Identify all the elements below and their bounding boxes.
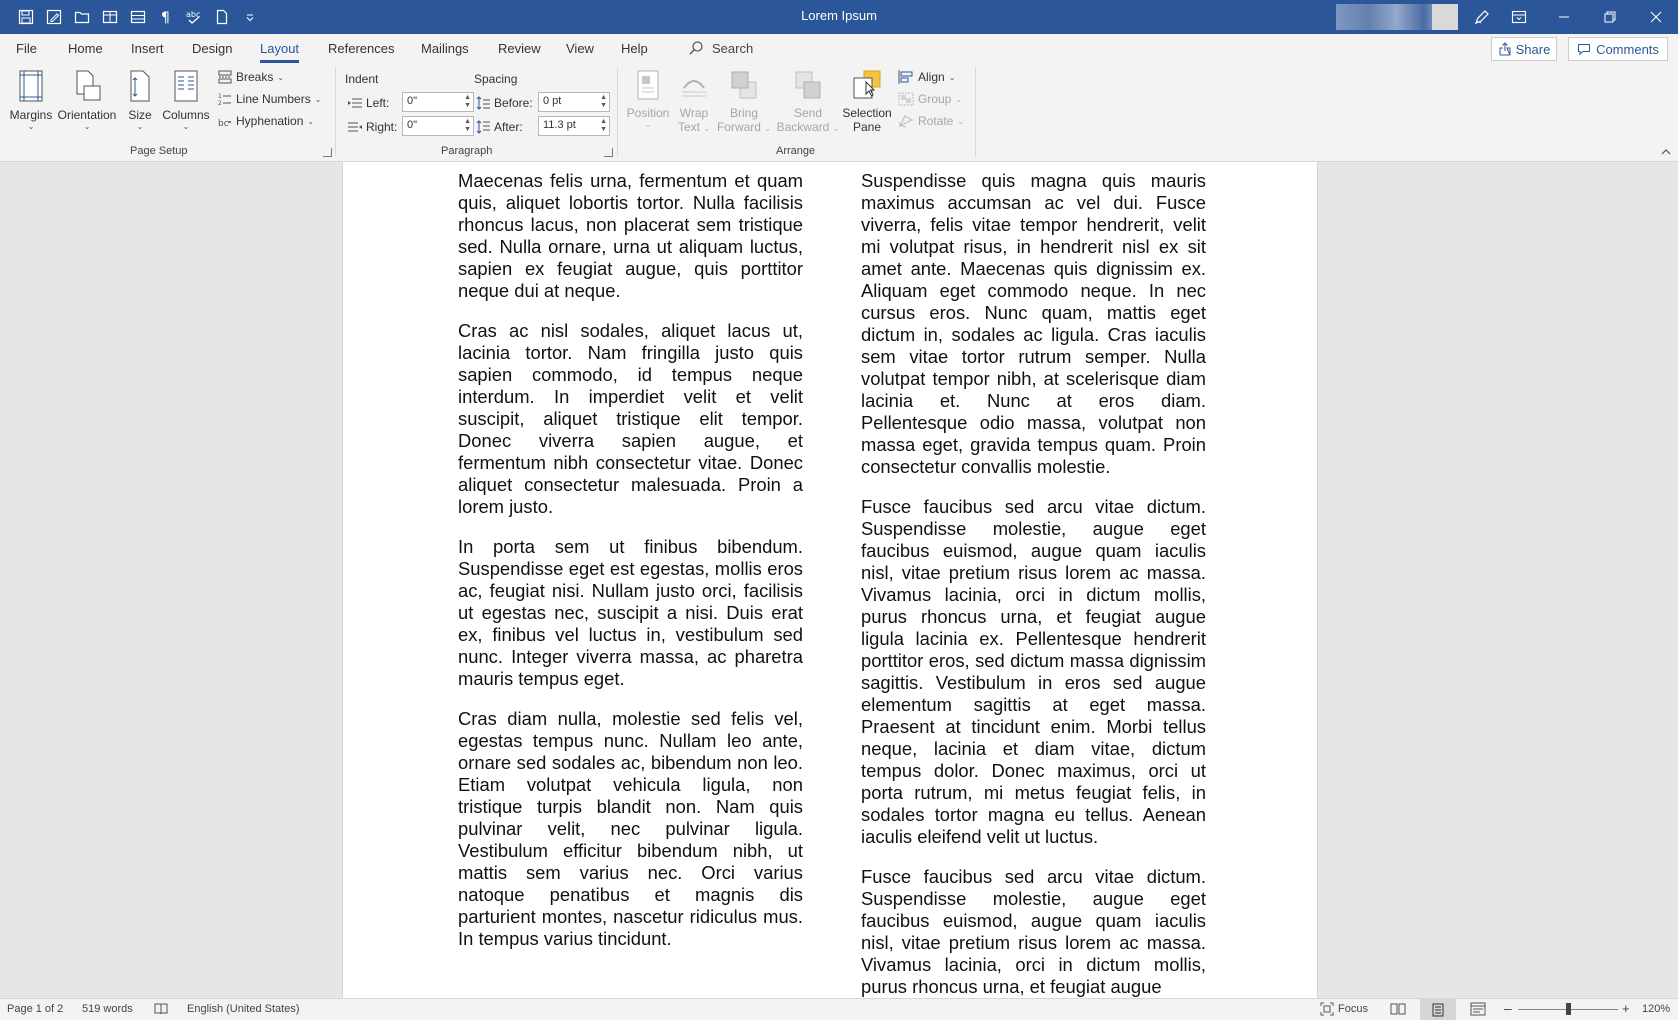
- tab-mailings[interactable]: Mailings: [421, 41, 469, 56]
- paragraph[interactable]: Cras ac nisl sodales, aliquet lacus ut, lacinia tortor. Nam fringilla justo quis sapien commodo, id tempus neque interdum. In imperdiet velit et velit suscipit, aliquet tristique elit tempor. Donec viverra sapien augue, et fermentum nibh consectetur vitae. Donec aliquet consectetur malesuada. Proin a lorem justo.: [458, 320, 803, 517]
- line-numbers-label: Line Numbers: [236, 92, 311, 106]
- group-icon: [898, 92, 914, 106]
- paragraph[interactable]: Fusce faucibus sed arcu vitae dictum. Suspendisse molestie, augue eget faucibus euismod, augue quam iaculis nisl, vitae pretium risus lorem ac massa. Vivamus lacinia, orci in dictum mollis, purus rhoncus urna, et feugiat augue ligula lacinia ex. Pellentesque hendrerit porttitor eros, sed dictum massa dignissim sagittis. Vestibulum in eros sed augue elementum sagittis at eget massa. Praesent at tincidunt enim. Morbi tellus neque, lacinia et diam vitae, dictum tempus dolor. Donec maximus, orci ut porta rutrum, mi metus feugiat felis, in sodales tortor magna eu tellus. Aenean iaculis eleifend velit ut luctus.: [861, 496, 1206, 847]
- word-count[interactable]: 519 words: [82, 1003, 133, 1015]
- document-workspace: [0, 162, 1678, 998]
- wrap-text-icon: [680, 70, 708, 100]
- spacing-before-value: 0 pt: [543, 95, 562, 107]
- send-backward-label-2: Backward: [776, 120, 830, 134]
- wrap-text-button[interactable]: Wrap Text ⌄: [676, 70, 712, 134]
- columns-icon: [173, 70, 199, 102]
- spacing-after-label-group: [476, 120, 523, 134]
- paragraph[interactable]: Fusce faucibus sed arcu vitae dictum. Suspendisse molestie, augue eget faucibus euismod, augue quam iaculis nisl, vitae pretium risus lorem ac massa. Vivamus lacinia, orci in dictum mollis, purus rhoncus urna, et feugiat augue: [861, 866, 1206, 997]
- tab-view[interactable]: View: [566, 41, 594, 56]
- page-setup-launcher-icon[interactable]: [323, 148, 332, 157]
- selection-pane-button[interactable]: [840, 70, 894, 134]
- account-name[interactable]: [1336, 4, 1446, 30]
- group-divider: [617, 68, 618, 156]
- line-numbers-icon: [218, 92, 232, 106]
- spinner-arrows-icon[interactable]: ▲ ▼: [600, 118, 607, 133]
- ribbon: [0, 64, 1678, 162]
- ribbon-tabs: [0, 34, 1678, 64]
- send-backward-label-1: Send: [793, 106, 823, 120]
- comments-button[interactable]: [1568, 37, 1668, 61]
- paragraph[interactable]: Suspendisse quis magna quis mauris maximus accumsan ac vel dui. Fusce viverra, felis vitae tempor hendrerit, velit mi volutpat risus, in hendrerit nisl ex sit amet ante. Maecenas quis dignissim ex. Aliquam eget commodo neque. In nec cursus eros. Nunc quam, mattis eget dictum in, sodales ac ligula. Cras iaculis sem vitae tortor rutrum semper. Nulla volutpat tempor nibh, at scelerisque diam lacinia et. Nunc at eros diam. Pellentesque odio massa, volutpat non massa eget, gravida tempus quam. Proin consectetur convallis molestie.: [861, 170, 1206, 477]
- indent-left-icon: [348, 97, 362, 109]
- share-icon: [1498, 42, 1512, 56]
- read-mode-icon[interactable]: [1390, 1002, 1406, 1019]
- indent-right-label: Right:: [366, 120, 398, 134]
- wrap-text-label-2: Text: [677, 120, 700, 134]
- columns-label: Columns: [162, 108, 210, 122]
- size-label: Size: [128, 108, 152, 122]
- tab-design[interactable]: Design: [192, 41, 233, 56]
- breaks-button[interactable]: Breaks ⌄: [218, 70, 284, 84]
- tab-help[interactable]: Help: [621, 41, 648, 56]
- focus-button[interactable]: [1320, 1002, 1368, 1016]
- minimize-icon[interactable]: [1544, 0, 1584, 34]
- tab-home[interactable]: Home: [68, 41, 103, 56]
- align-label: Align: [918, 70, 945, 84]
- margins-label: Margins: [9, 108, 53, 122]
- align-button[interactable]: Align ⌄: [898, 70, 955, 84]
- tab-insert[interactable]: Insert: [131, 41, 164, 56]
- margins-icon: [18, 70, 44, 102]
- indent-right-label-group: [348, 120, 397, 134]
- line-numbers-button[interactable]: 1 2 Line Numbers ⌄: [218, 92, 322, 106]
- hyphenation-icon: [218, 114, 232, 128]
- spacing-after-label: After:: [494, 120, 523, 134]
- group-divider: [335, 68, 336, 156]
- status-bar: [0, 998, 1678, 1020]
- rotate-button[interactable]: Rotate ⌄: [898, 114, 964, 128]
- indent-left-field[interactable]: [402, 92, 474, 112]
- spacing-before-label-group: [476, 96, 533, 110]
- paragraph-group-label: Paragraph: [441, 145, 493, 157]
- indent-left-label-group: [348, 96, 389, 110]
- indent-left-value: 0": [407, 95, 418, 107]
- spacing-heading: Spacing: [474, 72, 518, 86]
- search-label: Search: [712, 40, 754, 56]
- bring-forward-button[interactable]: Bring Forward ⌄: [714, 70, 774, 134]
- spacing-after-value: 11.3 pt: [543, 119, 576, 131]
- paragraph-launcher-icon[interactable]: [604, 148, 613, 157]
- svg-text:1: 1: [218, 93, 222, 100]
- search-box[interactable]: [688, 40, 753, 56]
- tab-file[interactable]: File: [16, 41, 37, 56]
- page-count[interactable]: Page 1 of 2: [7, 1003, 64, 1015]
- close-icon[interactable]: [1636, 0, 1676, 34]
- spinner-arrows-icon[interactable]: ▲ ▼: [464, 118, 471, 133]
- indent-right-field[interactable]: [402, 116, 474, 136]
- pen-icon[interactable]: [1462, 0, 1502, 34]
- spacing-before-field[interactable]: [538, 92, 610, 112]
- zoom-slider-thumb[interactable]: [1566, 1003, 1571, 1015]
- selection-pane-label-1: Selection: [842, 106, 892, 120]
- columns-button[interactable]: Columns ⌄: [160, 70, 212, 131]
- breaks-label: Breaks: [236, 70, 274, 84]
- position-icon: [636, 70, 660, 100]
- rotate-label: Rotate: [918, 114, 954, 128]
- svg-text:bc: bc: [218, 119, 229, 128]
- paragraph[interactable]: Maecenas felis urna, fermentum et quam quis, aliquet lobortis tortor. Nulla facilisis rhoncus lacus, non placerat sem tristique sed. Nulla ornare, urna ut aliquam luctus, sapien ex feugiat augue, quis porttitor neque dui at neque.: [458, 170, 803, 301]
- size-button[interactable]: Size ⌄: [124, 70, 156, 131]
- paragraph[interactable]: Cras diam nulla, molestie sed felis vel, egestas tempus nunc. Nullam leo ante, ornare sed sodales ac, bibendum non leo. Etiam volutpat vehicula ligula, non tristique turpis blandit non. Nam quis pulvinar velit, nec pulvinar ligula. Vestibulum efficitur bibendum nibh, ut mattis sem varius nec. Orci varius natoque penatibus et magnis dis parturient montes, nascetur ridiculus mus. In tempus varius tincidunt.: [458, 708, 803, 949]
- comment-icon: [1577, 42, 1591, 56]
- spacing-after-field[interactable]: [538, 116, 610, 136]
- position-button[interactable]: Position ⌄: [624, 70, 672, 129]
- focus-label: Focus: [1338, 1003, 1368, 1015]
- language[interactable]: English (United States): [187, 1003, 300, 1015]
- indent-right-value: 0": [407, 119, 418, 131]
- spacing-before-label: Before:: [494, 96, 533, 110]
- collapse-ribbon-icon[interactable]: [1660, 146, 1672, 160]
- spinner-arrows-icon[interactable]: ▲ ▼: [600, 94, 607, 109]
- breaks-icon: [218, 70, 232, 84]
- hyphenation-button[interactable]: bc Hyphenation ⌄: [218, 114, 315, 128]
- bring-forward-label-1: Bring: [729, 106, 758, 120]
- svg-text:¶: ¶: [161, 10, 170, 25]
- share-button[interactable]: [1491, 37, 1557, 61]
- tab-layout[interactable]: Layout: [260, 41, 300, 56]
- search-icon: [688, 40, 704, 56]
- page-setup-group-label: Page Setup: [130, 145, 188, 157]
- align-icon: [898, 70, 914, 84]
- margins-button[interactable]: Margins ⌄: [8, 70, 54, 131]
- indent-heading: Indent: [345, 72, 379, 86]
- web-layout-icon[interactable]: [1470, 1002, 1486, 1019]
- window-title: Lorem Ipsum: [801, 8, 877, 23]
- zoom-in-icon[interactable]: +: [1622, 1001, 1630, 1016]
- size-icon: [127, 70, 153, 102]
- tab-review[interactable]: Review: [498, 41, 541, 56]
- orientation-label: Orientation: [57, 108, 117, 122]
- group-button[interactable]: Group ⌄: [898, 92, 962, 106]
- ribbon-display-icon[interactable]: [1499, 0, 1539, 34]
- share-label: Share: [1515, 41, 1551, 57]
- arrange-group-label: Arrange: [776, 145, 816, 157]
- print-layout-icon[interactable]: [1420, 999, 1456, 1020]
- bring-forward-label-2: Forward: [716, 120, 761, 134]
- spinner-arrows-icon[interactable]: ▲ ▼: [464, 94, 471, 109]
- spacing-before-icon: [476, 96, 490, 110]
- selection-pane-label-2: Pane: [852, 120, 882, 134]
- document-page[interactable]: [342, 162, 1318, 998]
- restore-icon[interactable]: [1590, 0, 1630, 34]
- group-label: Group: [918, 92, 952, 106]
- bring-forward-icon: [730, 70, 758, 100]
- send-backward-icon: [794, 70, 822, 100]
- right-column: [861, 170, 1206, 998]
- wrap-text-label-1: Wrap: [679, 106, 709, 120]
- paragraph[interactable]: In porta sem ut finibus bibendum. Suspendisse eget est egestas, mollis eros ac, feugiat nisi. Nullam justo orci, facilisis ut egestas nec, suscipit a nisi. Duis erat ex, finibus vel luctus in, vestibulum sed nunc. Integer viverra massa, ac pharetra mauris tempus eget.: [458, 536, 803, 689]
- group-divider: [975, 68, 976, 156]
- svg-text:abc: abc: [186, 10, 201, 19]
- indent-right-icon: [348, 121, 362, 133]
- title-bar: [0, 0, 1678, 34]
- avatar[interactable]: [1432, 4, 1458, 30]
- comments-label: Comments: [1596, 41, 1659, 57]
- rotate-icon: [898, 114, 914, 128]
- position-label: Position: [626, 106, 670, 120]
- focus-icon: [1320, 1002, 1334, 1016]
- proofing-icon[interactable]: [154, 1002, 168, 1019]
- spacing-after-icon: [476, 120, 490, 134]
- hyphenation-label: Hyphenation: [236, 114, 304, 128]
- send-backward-button[interactable]: Send Backward ⌄: [776, 70, 840, 134]
- svg-text:2: 2: [218, 100, 222, 106]
- selection-pane-icon: [852, 70, 882, 100]
- left-column: [458, 170, 803, 968]
- zoom-out-icon[interactable]: –: [1504, 1000, 1512, 1016]
- indent-left-label: Left:: [366, 96, 390, 110]
- orientation-button[interactable]: Orientation ⌄: [56, 70, 118, 131]
- tab-references[interactable]: References: [328, 41, 395, 56]
- orientation-icon: [72, 70, 102, 102]
- zoom-level[interactable]: 120%: [1642, 1003, 1671, 1015]
